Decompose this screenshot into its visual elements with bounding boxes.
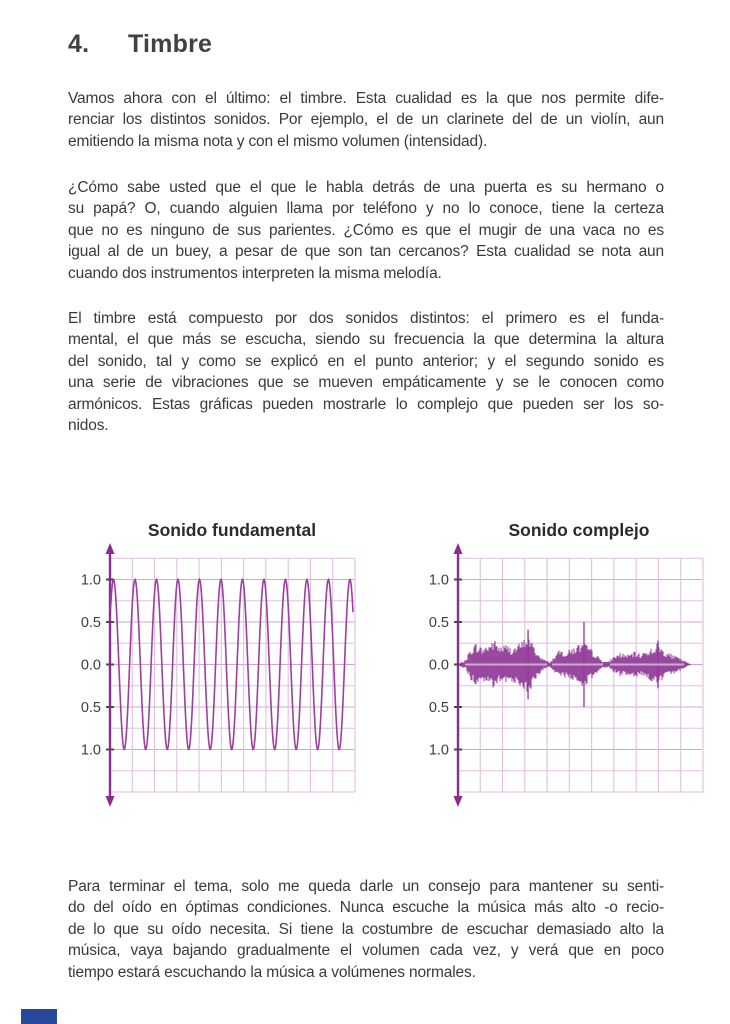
svg-text:0.5: 0.5 [428,700,449,716]
page-corner-marker [21,1009,57,1024]
svg-text:0.0: 0.0 [80,657,101,674]
paragraph-composition [68,308,664,436]
text-line: armónicos. Estas gráficas pueden mostrarle lo complejo que pueden ser los so- [68,395,664,413]
text-line: su papá? O, cuando alguien llama por teléfono y no lo conoce, tiene la certeza [68,200,664,218]
paragraph-advice [68,876,664,983]
text-line: ¿Cómo sabe usted que el que le habla detrás de una puerta es su hermano o [68,179,664,196]
text-line: El timbre está compuesto por dos sonidos distintos: el primero es el funda- [68,310,664,327]
text-line: de lo que su oído necesita. Si tiene la costumbre de escuchar demasiado alto la [68,920,664,938]
text-line: que no es ninguno de sus parientes. ¿Cómo es que el mugir de una vaca no es [68,221,664,239]
text-line: una serie de vibraciones que se mueven empáticamente y se le conocen como [68,374,664,392]
section-number: 4. [68,30,90,58]
svg-text:1.0: 1.0 [428,572,449,589]
svg-text:0.5: 0.5 [428,615,449,631]
paragraph-intro [68,88,664,152]
svg-text:0.0: 0.0 [428,657,449,674]
text-line: igual al de un buey, a pesar de que son tan cercanos? Esta cualidad se nota aun [68,243,664,261]
text-line: do del oído en óptimas condiciones. Nunca escuche la música más alto -o recio- [68,899,664,917]
svg-text:0.5: 0.5 [80,700,101,716]
text-line: mental, el que más se escucha, siendo su frecuencia la que determina la altura [68,331,664,349]
section-title: Timbre [128,30,213,58]
text-line: Para terminar el tema, solo me queda darle un consejo para mantener su senti- [68,878,664,895]
chart-title-complejo: Sonido complejo [508,520,650,540]
section-heading [68,30,212,59]
svg-text:0.5: 0.5 [80,615,101,631]
text-line: música, vaya bajando gradualmente el volumen cada vez, y verá que en poco [68,942,664,960]
chart-title-fundamental: Sonido fundamental [147,520,317,540]
text-line: nidos. [68,417,109,435]
svg-text:1.0: 1.0 [80,572,101,589]
paragraph-examples [68,177,664,284]
fundamental-wave-chart [60,540,380,810]
text-line: del sonido, tal y como se explicó en el punto anterior; y el segundo sonido es [68,352,664,370]
svg-text:1.0: 1.0 [428,742,449,759]
complex-wave-chart [408,540,728,810]
text-line: cuando dos instrumentos interpreten la misma melodía. [68,264,442,282]
text-line: tiempo estará escuchando la música a volúmenes normales. [68,963,476,981]
text-line: Vamos ahora con el último: el timbre. Esta cualidad es la que nos permite dife- [68,90,664,107]
text-line: emitiendo la misma nota y con el mismo volumen (intensidad). [68,132,488,150]
svg-text:1.0: 1.0 [80,742,101,759]
text-line: renciar los distintos sonidos. Por ejemplo, el de un clarinete del de un violín, aun [68,111,664,129]
